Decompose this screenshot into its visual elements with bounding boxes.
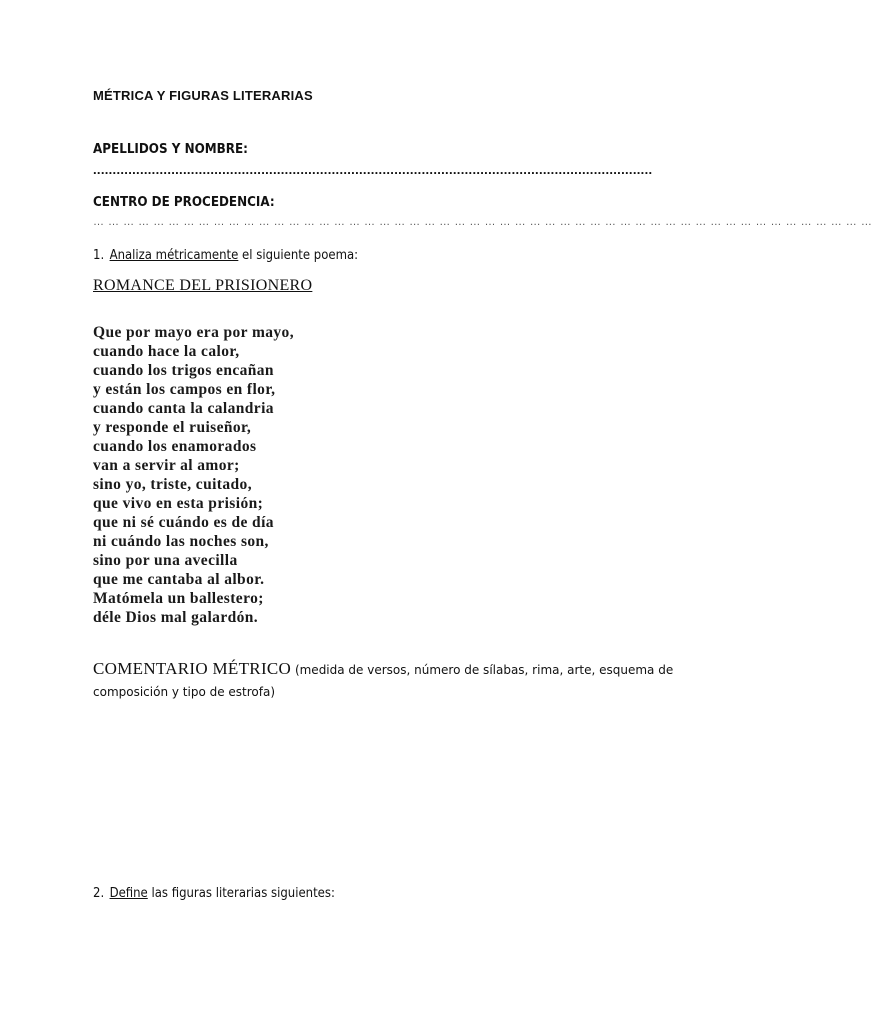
question-2-number: 2. (93, 886, 105, 901)
poem-line: cuando los trigos encañan (93, 362, 274, 379)
poem-line: cuando los enamorados (93, 438, 257, 455)
poem-line: que me cantaba al albor. (93, 571, 265, 588)
document-title: MÉTRICA Y FIGURAS LITERARIAS (93, 88, 313, 103)
poem-line: y responde el ruiseñor, (93, 419, 252, 436)
poem-line: déle Dios mal galardón. (93, 609, 259, 626)
name-dotted-line: ............................................................................................................................................... (93, 162, 653, 177)
question-1-number: 1. (93, 248, 105, 263)
poem-line: van a servir al amor; (93, 457, 240, 474)
question-2 (93, 886, 335, 901)
center-dotted-line: … … … … … … … … … … … … … … … … … … … … … … … … … … … … … … … … … … … … … … … … … … … … … … … … … … … … (93, 216, 872, 228)
metric-comment-heading: COMENTARIO MÉTRICO (93, 659, 292, 678)
name-label: APELLIDOS Y NOMBRE: (93, 142, 248, 157)
metric-comment-instructions: (medida de versos, número de sílabas, rima, arte, esquema de composición y tipo de estrofa) (93, 663, 674, 699)
poem-title: ROMANCE DEL PRISIONERO (93, 277, 313, 294)
poem-line: sino por una avecilla (93, 552, 238, 569)
metric-comment-prompt (93, 658, 693, 703)
poem-line: ni cuándo las noches son, (93, 533, 269, 550)
poem-line: que ni sé cuándo es de día (93, 514, 274, 531)
question-1 (93, 248, 358, 263)
poem-line: y están los campos en flor, (93, 381, 276, 398)
poem-line: sino yo, triste, cuitado, (93, 476, 252, 493)
question-1-text: el siguiente poema: (238, 248, 359, 263)
poem-body (93, 323, 294, 627)
poem-line: que vivo en esta prisión; (93, 495, 264, 512)
poem-line: cuando hace la calor, (93, 343, 240, 360)
question-1-verb: Analiza métricamente (109, 248, 239, 263)
question-2-verb: Define (109, 886, 148, 901)
poem-line: Que por mayo era por mayo, (93, 324, 294, 341)
poem-line: cuando canta la calandria (93, 400, 274, 417)
question-2-text: las figuras literarias siguientes: (147, 886, 335, 901)
center-label: CENTRO DE PROCEDENCIA: (93, 195, 275, 210)
poem-line: Matómela un ballestero; (93, 590, 264, 607)
